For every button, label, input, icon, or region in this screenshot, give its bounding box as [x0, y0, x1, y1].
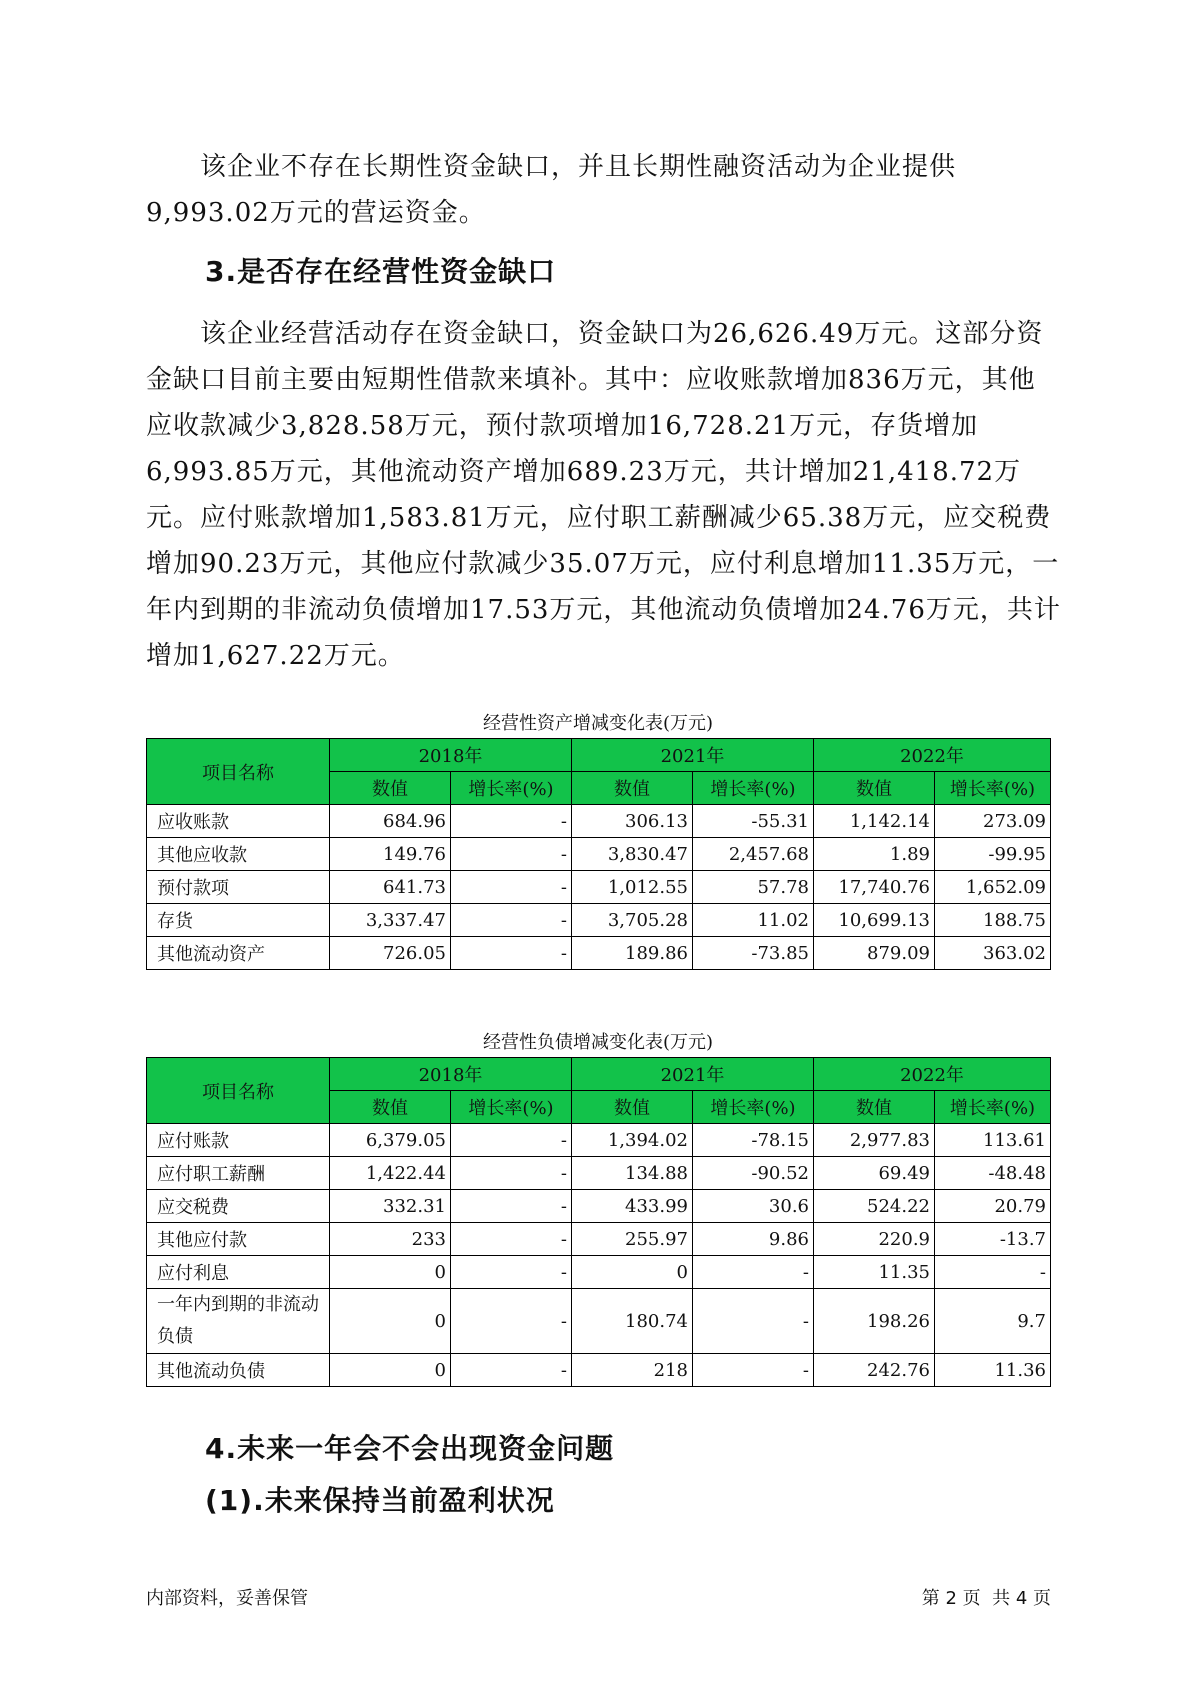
cell: - — [451, 1223, 572, 1256]
header-growth: 增长率(%) — [935, 1091, 1051, 1124]
cell: - — [451, 1354, 572, 1387]
row-name: 其他应收款 — [147, 838, 330, 871]
cell: 332.31 — [330, 1190, 451, 1223]
cell: -78.15 — [693, 1124, 814, 1157]
table-row — [147, 805, 1051, 838]
row-name: 一年内到期的非流动负债 — [147, 1289, 330, 1354]
cell: 10,699.13 — [814, 904, 935, 937]
header-item-name: 项目名称 — [147, 739, 330, 805]
table-row — [147, 838, 1051, 871]
cell: 363.02 — [935, 937, 1051, 970]
cell: 433.99 — [572, 1190, 693, 1223]
cell: 1,394.02 — [572, 1124, 693, 1157]
cell: 20.79 — [935, 1190, 1051, 1223]
cell: 1,012.55 — [572, 871, 693, 904]
footer-page-number: 第 2 页 共 4 页 — [921, 1588, 1051, 1609]
table-row — [147, 1289, 1051, 1354]
cell: 188.75 — [935, 904, 1051, 937]
cell: 242.76 — [814, 1354, 935, 1387]
cell: -90.52 — [693, 1157, 814, 1190]
row-name: 应收账款 — [147, 805, 330, 838]
table-row — [147, 1124, 1051, 1157]
header-year: 2018年 — [330, 1058, 572, 1091]
cell: 11.02 — [693, 904, 814, 937]
cell: 306.13 — [572, 805, 693, 838]
cell: - — [451, 1157, 572, 1190]
cell: 3,337.47 — [330, 904, 451, 937]
paragraph-text: 该企业经营活动存在资金缺口，资金缺口为26,626.49万元。这部分资金缺口目前主要由短期性借款来填补。其中：应收账款增加836万元，其他应收款减少3,828.58万元，预付款项增加16,728.21万元，存货增加6,993.85万元，其他流动资产增加689.23万元，共计增加21,418.72万元。应付账款增加1,583.81万元，应付职工薪酬减少65.38万元，应交税费增加90.23万元，其他应付款减少35.07万元，应付利息增加11.35万元，一年内到期的非流动负债增加17.53万元，其他流动负债增加24.76万元，共计增加1,627.22万元。 — [146, 319, 1061, 671]
cell: 726.05 — [330, 937, 451, 970]
header-growth: 增长率(%) — [693, 772, 814, 805]
cell: 0 — [330, 1354, 451, 1387]
cell: -99.95 — [935, 838, 1051, 871]
row-name: 应付职工薪酬 — [147, 1157, 330, 1190]
cell: 30.6 — [693, 1190, 814, 1223]
cell: 180.74 — [572, 1289, 693, 1354]
table-row — [147, 871, 1051, 904]
cell: 113.61 — [935, 1124, 1051, 1157]
header-value: 数值 — [572, 1091, 693, 1124]
table-caption-assets: 经营性资产增减变化表(万元) — [482, 713, 714, 734]
cell: - — [451, 838, 572, 871]
table-row — [147, 904, 1051, 937]
header-value: 数值 — [330, 1091, 451, 1124]
cell: 273.09 — [935, 805, 1051, 838]
cell: 2,977.83 — [814, 1124, 935, 1157]
cell: 0 — [330, 1289, 451, 1354]
cell: - — [451, 1289, 572, 1354]
table-header-row — [147, 1058, 1051, 1091]
cell: - — [451, 904, 572, 937]
table-caption-liabilities: 经营性负债增减变化表(万元) — [482, 1032, 714, 1053]
table-row — [147, 937, 1051, 970]
header-value: 数值 — [814, 772, 935, 805]
header-growth: 增长率(%) — [693, 1091, 814, 1124]
subsection-heading-current-profit: (1).未来保持当前盈利状况 — [205, 1484, 555, 1517]
cell: 641.73 — [330, 871, 451, 904]
cell: 69.49 — [814, 1157, 935, 1190]
row-name: 应付利息 — [147, 1256, 330, 1289]
table-header-row — [147, 739, 1051, 772]
row-name: 应付账款 — [147, 1124, 330, 1157]
cell: 0 — [330, 1256, 451, 1289]
cell: 255.97 — [572, 1223, 693, 1256]
cell: 11.35 — [814, 1256, 935, 1289]
cell: 218 — [572, 1354, 693, 1387]
header-value: 数值 — [814, 1091, 935, 1124]
row-name: 应交税费 — [147, 1190, 330, 1223]
cell: - — [693, 1354, 814, 1387]
header-year: 2018年 — [330, 739, 572, 772]
table-row — [147, 1157, 1051, 1190]
cell: 1,422.44 — [330, 1157, 451, 1190]
cell: 17,740.76 — [814, 871, 935, 904]
header-year: 2022年 — [814, 739, 1051, 772]
header-growth: 增长率(%) — [451, 1091, 572, 1124]
cell: 149.76 — [330, 838, 451, 871]
row-name: 存货 — [147, 904, 330, 937]
cell: 189.86 — [572, 937, 693, 970]
cell: 134.88 — [572, 1157, 693, 1190]
section-heading-operating-gap: 3.是否存在经营性资金缺口 — [205, 255, 557, 288]
row-name: 预付款项 — [147, 871, 330, 904]
cell: 2,457.68 — [693, 838, 814, 871]
cell: 1,142.14 — [814, 805, 935, 838]
row-name: 其他应付款 — [147, 1223, 330, 1256]
cell: -48.48 — [935, 1157, 1051, 1190]
paragraph-text: 该企业不存在长期性资金缺口，并且长期性融资活动为企业提供9,993.02万元的营运资金。 — [146, 152, 957, 228]
row-name: 其他流动负债 — [147, 1354, 330, 1387]
table-operating-assets — [146, 738, 1051, 970]
cell: 1.89 — [814, 838, 935, 871]
cell: - — [451, 1256, 572, 1289]
header-year: 2021年 — [572, 739, 814, 772]
header-year: 2022年 — [814, 1058, 1051, 1091]
cell: 11.36 — [935, 1354, 1051, 1387]
header-item-name: 项目名称 — [147, 1058, 330, 1124]
table-row — [147, 1223, 1051, 1256]
cell: 9.7 — [935, 1289, 1051, 1354]
table-row — [147, 1256, 1051, 1289]
cell: - — [451, 805, 572, 838]
cell: -55.31 — [693, 805, 814, 838]
cell: 233 — [330, 1223, 451, 1256]
table-row — [147, 1354, 1051, 1387]
cell: - — [935, 1256, 1051, 1289]
cell: - — [451, 871, 572, 904]
cell: - — [451, 1124, 572, 1157]
header-growth: 增长率(%) — [451, 772, 572, 805]
cell: -73.85 — [693, 937, 814, 970]
cell: 0 — [572, 1256, 693, 1289]
header-year: 2021年 — [572, 1058, 814, 1091]
cell: - — [451, 1190, 572, 1223]
section-heading-future-funding: 4.未来一年会不会出现资金问题 — [205, 1432, 615, 1465]
cell: - — [451, 937, 572, 970]
table-row — [147, 1190, 1051, 1223]
cell: 198.26 — [814, 1289, 935, 1354]
cell: 3,830.47 — [572, 838, 693, 871]
cell: 1,652.09 — [935, 871, 1051, 904]
cell: 684.96 — [330, 805, 451, 838]
header-value: 数值 — [572, 772, 693, 805]
row-name: 其他流动资产 — [147, 937, 330, 970]
cell: 879.09 — [814, 937, 935, 970]
header-value: 数值 — [330, 772, 451, 805]
header-growth: 增长率(%) — [935, 772, 1051, 805]
table-operating-liabilities — [146, 1057, 1051, 1387]
paragraph-operating-gap — [146, 311, 1061, 679]
cell: 3,705.28 — [572, 904, 693, 937]
footer-confidential-note: 内部资料，妥善保管 — [146, 1588, 308, 1609]
cell: - — [693, 1289, 814, 1354]
cell: 9.86 — [693, 1223, 814, 1256]
cell: 6,379.05 — [330, 1124, 451, 1157]
cell: 220.9 — [814, 1223, 935, 1256]
cell: - — [693, 1256, 814, 1289]
cell: -13.7 — [935, 1223, 1051, 1256]
cell: 524.22 — [814, 1190, 935, 1223]
paragraph-long-term-funding — [146, 144, 1061, 236]
cell: 57.78 — [693, 871, 814, 904]
